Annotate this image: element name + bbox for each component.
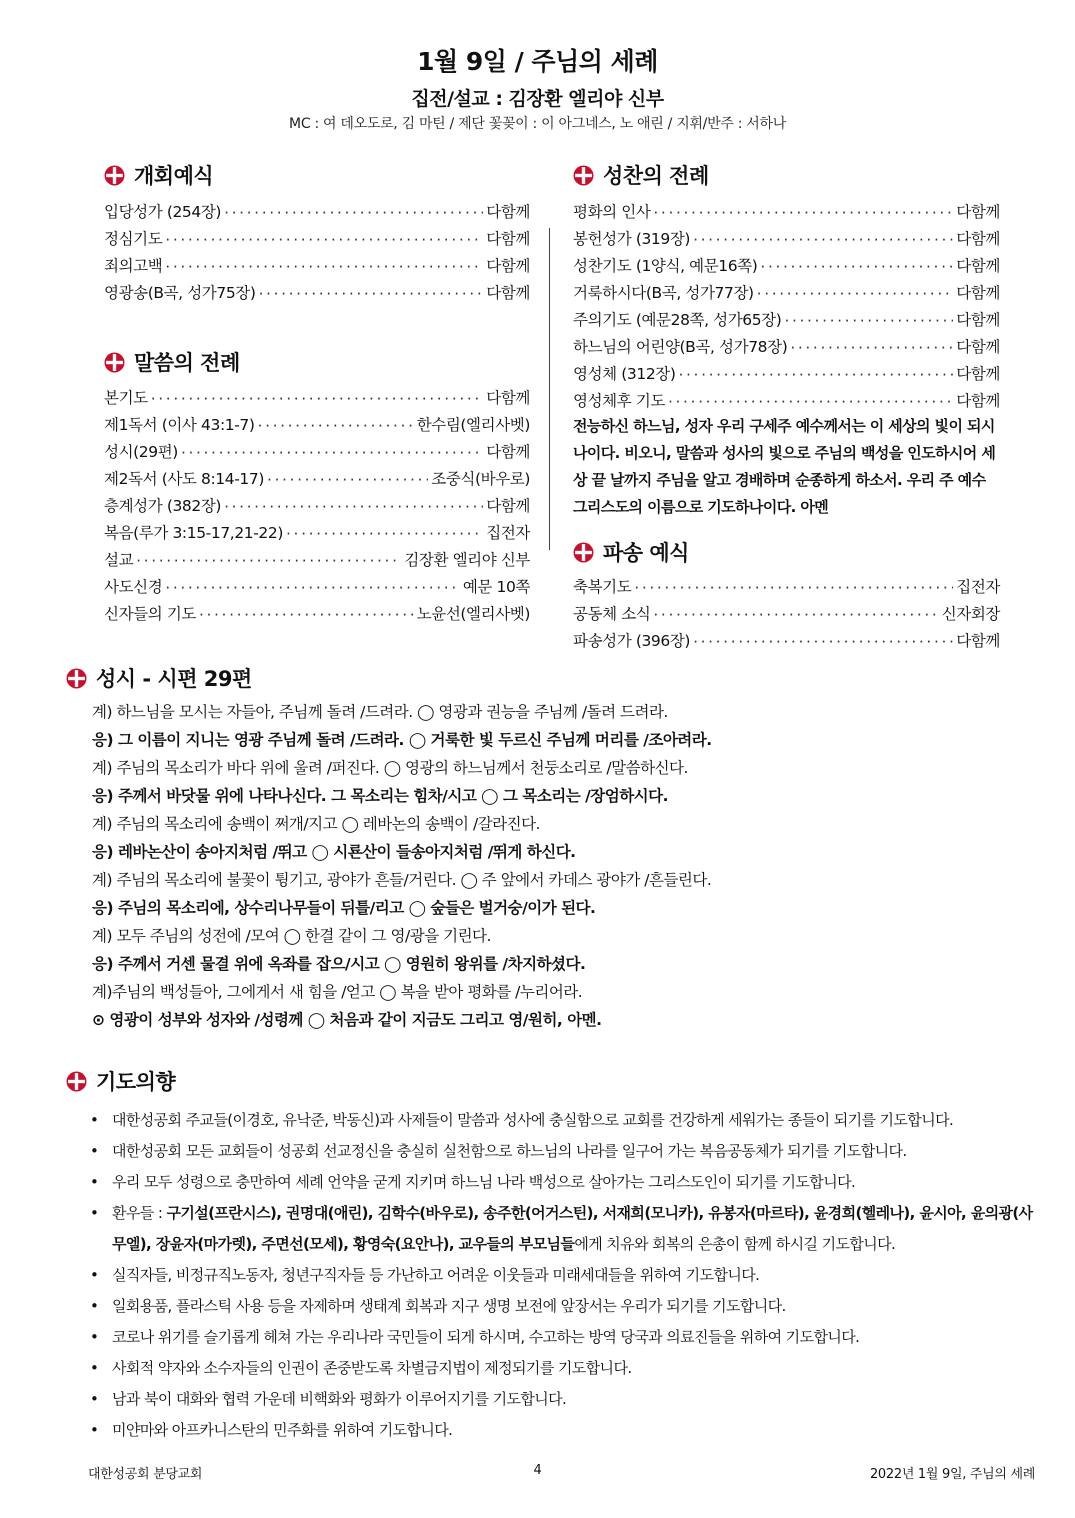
psalm-line: ⊙ 영광이 성부와 성자와 /성령께 ◯ 처음과 같이 지금도 그리고 영/원히, 아멘. — [92, 1011, 602, 1029]
footer-church: 대한성공회 분당교회 — [88, 1467, 203, 1482]
dot-leader — [634, 579, 953, 597]
intention-item: • 실직자들, 비정규직노동자, 청년구직자들 등 가난하고 어려운 이웃들과 미래세대들을 위하여 기도합니다. — [88, 1260, 1038, 1291]
order-row — [104, 543, 530, 570]
order-item-leader: 다함께 — [486, 284, 530, 302]
order-row — [104, 276, 530, 303]
dot-leader — [199, 606, 414, 624]
order-row — [573, 330, 1000, 357]
order-row — [573, 195, 1000, 222]
dot-leader — [181, 444, 483, 462]
order-item-leader: 다함께 — [956, 365, 1000, 383]
dot-leader — [151, 390, 484, 408]
order-row — [573, 222, 1000, 249]
cross-circle-icon — [573, 165, 594, 186]
section-eucharist — [573, 160, 709, 190]
intention-item: • 코로나 위기를 슬기롭게 헤쳐 가는 우리나라 국민들이 되게 하시며, 수고하는 방역 당국과 의료진들을 위하여 기도합니다. — [88, 1322, 1038, 1353]
intention-item: • 사회적 약자와 소수자들의 인권이 존중받도록 차별금지법이 제정되기를 기도합니다. — [88, 1353, 1038, 1384]
order-item-label: 제1독서 (이사 43:1-7) — [104, 416, 255, 434]
order-item-label: 입당성가 (254장) — [104, 203, 222, 221]
order-item-label: 파송성가 (396장) — [573, 632, 691, 650]
order-row — [104, 570, 530, 597]
order-item-leader: 집전자 — [486, 524, 530, 542]
cross-circle-icon — [573, 542, 594, 563]
order-item-leader: 집전자 — [956, 578, 1000, 596]
intention-item: • 남과 북이 대화와 협력 가운데 비핵화와 평화가 이루어지기를 기도합니다. — [88, 1384, 1038, 1415]
order-item-leader: 다함께 — [486, 230, 530, 248]
cross-circle-icon — [104, 352, 125, 373]
dot-leader — [286, 525, 483, 543]
footer-page-number: 4 — [533, 1463, 542, 1478]
dot-leader — [165, 258, 483, 276]
section-opening — [104, 160, 213, 190]
dot-leader — [760, 258, 953, 276]
section-intentions — [66, 1066, 175, 1096]
order-row — [104, 381, 530, 408]
order-row — [573, 249, 1000, 276]
sick-suffix: 에게 치유와 회복의 은총이 함께 하시길 기도합니다. — [574, 1235, 896, 1253]
order-row — [104, 435, 530, 462]
order-item-leader: 예문 10쪽 — [462, 578, 530, 596]
dot-leader — [653, 606, 938, 624]
order-item-label: 평화의 인사 — [573, 203, 651, 221]
dot-leader — [784, 312, 953, 330]
cross-circle-icon — [104, 165, 125, 186]
order-item-leader: 다함께 — [956, 338, 1000, 356]
order-item-label: 축복기도 — [573, 578, 632, 596]
order-item-label: 하느님의 어린양(B곡, 성가78장) — [573, 338, 788, 356]
order-row — [104, 516, 530, 543]
psalm-line: 계) 주님의 목소리에 불꽃이 튕기고, 광야가 흔들/거린다. ◯ 주 앞에서 카데스 광야가 /흔들린다. — [92, 871, 712, 889]
order-item-label: 본기도 — [104, 389, 148, 407]
order-row — [104, 249, 530, 276]
order-item-label: 복음(루가 3:15-17,21-22) — [104, 524, 284, 542]
psalm-line: 계) 주님의 목소리에 송백이 쩌개/지고 ◯ 레바논의 송백이 /갈라진다. — [92, 815, 540, 833]
dot-leader — [165, 231, 483, 249]
psalm-line: 응) 그 이름이 지니는 영광 주님께 돌려 /드려라. ◯ 거룩한 빛 두르신 주님께 머리를 /조아려라. — [92, 731, 712, 749]
cross-circle-icon — [66, 1071, 87, 1092]
sick-names: 구기설(프란시스), 권명대(애린), 김학수(바우로), 송주한(어거스틴), 서재희(모니카), 유봉자(마르타), 윤경희(헬레나), 윤시아, 윤의광(사무엘), 장윤자(마가렛), 주면선(모세), 황영숙(요안나), 교우들의 부모님들 — [112, 1204, 1033, 1253]
order-item-leader: 다함께 — [956, 257, 1000, 275]
order-item-label: 영성체 (312장) — [573, 365, 676, 383]
dot-leader — [259, 285, 484, 303]
order-row — [104, 222, 530, 249]
psalm-line: 계) 모두 주님의 성전에 /모여 ◯ 한결 같이 그 영/광을 기린다. — [92, 927, 491, 945]
order-row — [104, 195, 530, 222]
order-item-leader: 다함께 — [486, 203, 530, 221]
order-row — [104, 489, 530, 516]
psalm-line: 응) 주님의 목소리에, 상수리나무들이 뒤틀/리고 ◯ 숲들은 벌거숭/이가 된다. — [92, 899, 596, 917]
dot-leader — [679, 366, 954, 384]
psalm-line: 계)주님의 백성들아, 그에게서 새 힘을 /얻고 ◯ 복을 받아 평화를 /누리어라. — [92, 983, 583, 1001]
staff-line: MC : 여 데오도로, 김 마틴 / 제단 꽃꽂이 : 이 아그네스, 노 애린 / 지휘/반주 : 서하나 — [289, 116, 786, 132]
post-communion-prayer: 전능하신 하느님, 성자 우리 구세주 예수께서는 이 세상의 빛이 되시나이다. 비오니, 말씀과 성사의 빛으로 주님의 백성을 인도하시어 세상 끝 날까지 주님을 알고 경배하며 순종하게 하소서. 우리 주 예수 그리스도의 이름으로 기도하나이다. 아멘 — [573, 417, 996, 516]
footer-date: 2022년 1월 9일, 주님의 세례 — [869, 1467, 1035, 1482]
dot-leader — [757, 285, 954, 303]
order-row — [573, 624, 1000, 651]
dot-leader — [693, 231, 953, 249]
intentions-list — [88, 1105, 1038, 1446]
order-item-leader: 신자회장 — [941, 605, 1000, 623]
psalm-line: 응) 주께서 바닷물 위에 나타나신다. 그 목소리는 힘차/시고 ◯ 그 목소리는 /장엄하시다. — [92, 787, 668, 805]
order-row — [104, 597, 530, 624]
order-row — [573, 276, 1000, 303]
order-item-label: 사도신경 — [104, 578, 163, 596]
section-word-title: 말씀의 전례 — [134, 351, 240, 375]
dot-leader — [668, 393, 953, 411]
section-word — [104, 347, 240, 377]
psalm-text — [92, 698, 1032, 1034]
intention-item: • 미얀마와 아프카니스탄의 민주화를 위하여 기도합니다. — [88, 1415, 1038, 1446]
order-item-label: 성찬기도 (1양식, 예문16쪽) — [573, 257, 758, 275]
section-psalm-title: 성시 - 시편 29편 — [96, 667, 252, 691]
section-eucharist-title: 성찬의 전례 — [603, 164, 709, 188]
psalm-line: 계) 주님의 목소리가 바다 위에 울려 /퍼진다. ◯ 영광의 하느님께서 천둥소리로 /말씀하신다. — [92, 759, 688, 777]
dot-leader — [653, 204, 953, 222]
dot-leader — [136, 552, 401, 570]
intention-item: • 우리 모두 성령으로 충만하여 세례 언약을 굳게 지키며 하느님 나라 백성으로 살아가는 그리스도인이 되기를 기도합니다. — [88, 1167, 1038, 1198]
opening-list — [104, 195, 530, 303]
order-item-leader: 조중식(바우로) — [431, 470, 530, 488]
order-item-label: 정심기도 — [104, 230, 163, 248]
psalm-line: 응) 주께서 거센 물결 위에 옥좌를 잡으/시고 ◯ 영원히 왕위를 /차지하셨다. — [92, 955, 586, 973]
order-item-leader: 다함께 — [956, 311, 1000, 329]
section-psalm — [66, 663, 252, 693]
order-item-leader: 다함께 — [956, 284, 1000, 302]
dot-leader — [224, 204, 483, 222]
section-dismissal — [573, 537, 689, 567]
dismissal-list — [573, 570, 1000, 651]
order-row — [573, 357, 1000, 384]
section-dismissal-title: 파송 예식 — [603, 541, 689, 565]
column-divider — [549, 228, 550, 550]
order-row — [573, 303, 1000, 330]
order-item-label: 신자들의 기도 — [104, 605, 196, 623]
psalm-line: 응) 레바논산이 송아지처럼 /뛰고 ◯ 시룐산이 들송아지처럼 /뛰게 하신다. — [92, 843, 576, 861]
order-item-label: 영성체후 기도 — [573, 392, 665, 410]
sick-prefix: 환우들 : — [112, 1204, 167, 1222]
dot-leader — [165, 579, 460, 597]
order-item-label: 설교 — [104, 551, 134, 569]
page-title: 1월 9일 / 주님의 세례 — [417, 47, 658, 76]
order-item-label: 제2독서 (사도 8:14-17) — [104, 470, 264, 488]
page-subtitle: 집전/설교 : 김장환 엘리야 신부 — [411, 88, 664, 110]
order-item-leader: 다함께 — [956, 392, 1000, 410]
order-item-label: 영광송(B곡, 성가75장) — [104, 284, 256, 302]
dot-leader — [693, 633, 953, 651]
eucharist-list — [573, 195, 1000, 411]
word-list — [104, 381, 530, 624]
order-item-label: 성시(29편) — [104, 443, 178, 461]
order-item-label: 봉헌성가 (319장) — [573, 230, 691, 248]
dot-leader — [790, 339, 953, 357]
order-item-leader: 한수림(엘리사벳) — [416, 416, 530, 434]
intention-item: • 대한성공회 모든 교회들이 성공회 선교정신을 충실히 실천함으로 하느님의 나라를 일구어 가는 복음공동체가 되기를 기도합니다. — [88, 1136, 1038, 1167]
order-item-leader: 다함께 — [956, 230, 1000, 248]
order-item-leader: 다함께 — [486, 257, 530, 275]
order-item-label: 공동체 소식 — [573, 605, 651, 623]
order-item-leader: 김장환 엘리야 신부 — [404, 551, 530, 569]
intention-item: • 대한성공회 주교들(이경호, 유낙준, 박동신)과 사제들이 말씀과 성사에 충실함으로 교회를 건강하게 세워가는 종들이 되기를 기도합니다. — [88, 1105, 1038, 1136]
order-item-label: 거룩하시다(B곡, 성가77장) — [573, 284, 754, 302]
order-item-leader: 다함께 — [486, 497, 530, 515]
psalm-line: 계) 하느님을 모시는 자들아, 주님께 돌려 /드려라. ◯ 영광과 권능을 주님께 /돌려 드려라. — [92, 703, 668, 721]
order-row — [104, 462, 530, 489]
intention-item — [88, 1198, 1038, 1260]
order-item-leader: 다함께 — [956, 203, 1000, 221]
dot-leader — [224, 498, 483, 516]
dot-leader — [267, 471, 428, 489]
order-item-leader: 다함께 — [486, 389, 530, 407]
order-row — [573, 597, 1000, 624]
order-item-leader: 다함께 — [956, 632, 1000, 650]
order-row — [104, 408, 530, 435]
section-intentions-title: 기도의향 — [96, 1070, 176, 1094]
order-row — [573, 570, 1000, 597]
order-item-leader: 다함께 — [486, 443, 530, 461]
order-item-label: 죄의고백 — [104, 257, 163, 275]
intention-item: • 일회용품, 플라스틱 사용 등을 자제하며 생태계 회복과 지구 생명 보전에 앞장서는 우리가 되기를 기도합니다. — [88, 1291, 1038, 1322]
cross-circle-icon — [66, 668, 87, 689]
dot-leader — [258, 417, 414, 435]
order-item-label: 주의기도 (예문28쪽, 성가65장) — [573, 311, 782, 329]
section-opening-title: 개회예식 — [134, 164, 214, 188]
order-item-leader: 노윤선(엘리사벳) — [416, 605, 530, 623]
order-row — [573, 384, 1000, 411]
order-item-label: 층계성가 (382장) — [104, 497, 222, 515]
